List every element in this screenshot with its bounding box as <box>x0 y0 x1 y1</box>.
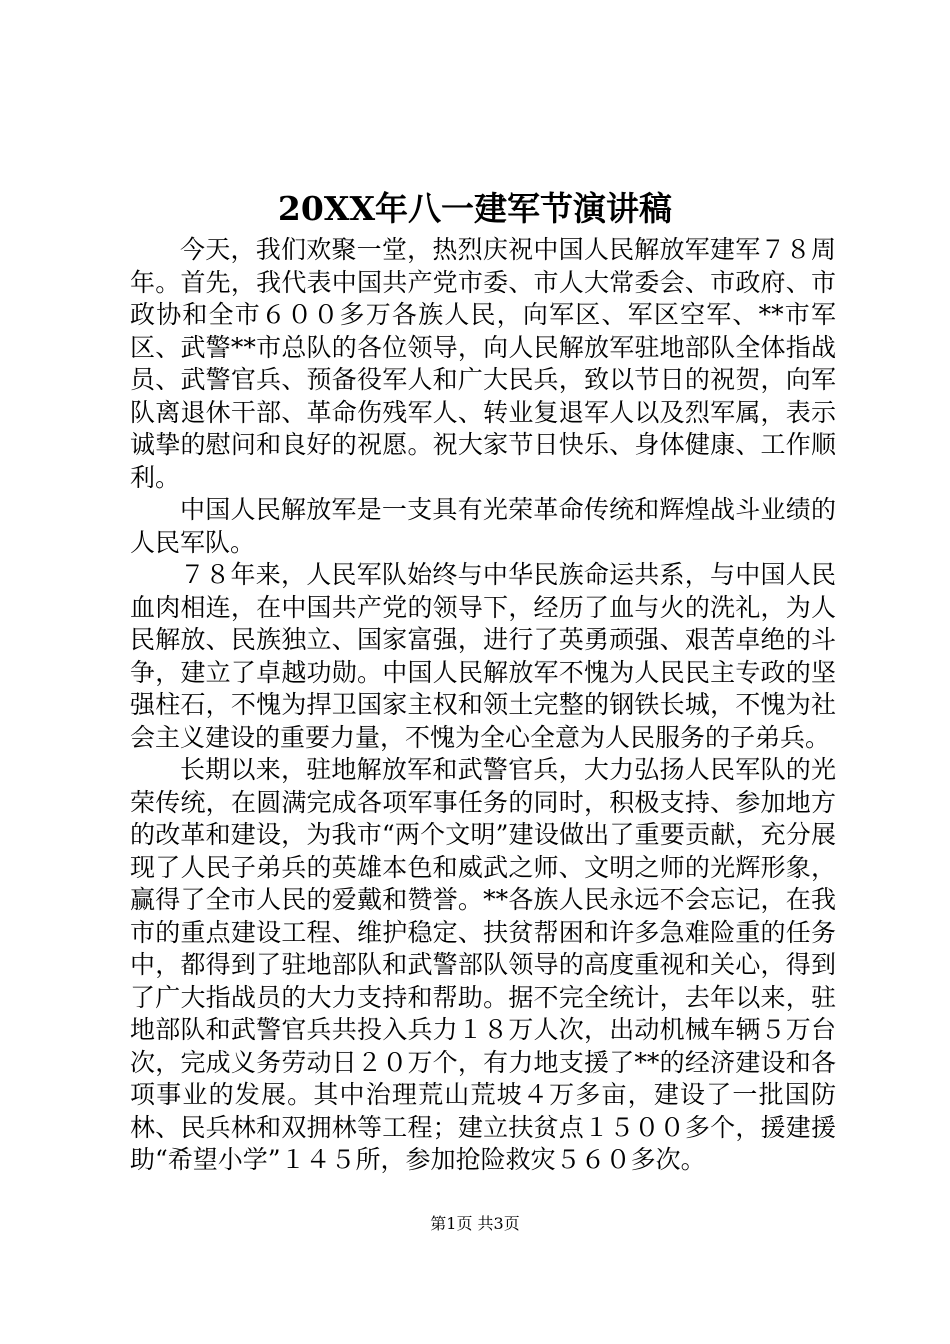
paragraph: 今天，我们欢聚一堂，热烈庆祝中国人民解放军建军７８周年。首先，我代表中国共产党市委、市人大常委会、市政府、市政协和全市６００多万各族人民，向军区、军区空军、**市军区、武警**市总队的各位领导，向人民解放军驻地部队全体指战员、武警官兵、预备役军人和广大民兵，致以节日的祝贺，向军队离退休干部、革命伤残军人、转业复退军人以及烈军属，表示诚挚的慰问和良好的祝愿。祝大家节日快乐、身体健康、工作顺利。 <box>130 235 836 492</box>
paragraph: ７８年来，人民军队始终与中华民族命运共系，与中国人民血肉相连，在中国共产党的领导下，经历了血与火的洗礼，为人民解放、民族独立、国家富强，进行了英勇顽强、艰苦卓绝的斗争，建立了卓越功勋。中国人民解放军不愧为人民民主专政的坚强柱石，不愧为捍卫国家主权和领土完整的钢铁长城，不愧为社会主义建设的重要力量，不愧为全心全意为人民服务的子弟兵。 <box>130 560 836 752</box>
document-title: 20XX年八一建军节演讲稿 <box>277 189 673 228</box>
document-body <box>130 234 836 1177</box>
paragraph: 长期以来，驻地解放军和武警官兵，大力弘扬人民军队的光荣传统，在圆满完成各项军事任务的同时，积极支持、参加地方的改革和建设，为我市“两个文明”建设做出了重要贡献，充分展现了人民子弟兵的英雄本色和威武之师、文明之师的光辉形象，赢得了全市人民的爱戴和赞誉。**各族人民永远不会忘记，在我市的重点建设工程、维护稳定、扶贫帮困和许多急难险重的任务中，都得到了驻地部队和武警部队领导的高度重视和关心，得到了广大指战员的大力支持和帮助。据不完全统计，去年以来，驻地部队和武警官兵共投入兵力１８万人次，出动机械车辆５万台次，完成义务劳动日２０万个，有力地支援了**的经济建设和各项事业的发展。其中治理荒山荒坡４万多亩，建设了一批国防林、民兵林和双拥林等工程；建立扶贫点１５００多个，援建援助“希望小学”１４５所，参加抢险救灾５６０多次。 <box>130 755 836 1174</box>
paragraph: 中国人民解放军是一支具有光荣革命传统和辉煌战斗业绩的人民军队。 <box>130 495 836 557</box>
page-number-footer: 第1页 共3页 <box>430 1214 520 1233</box>
